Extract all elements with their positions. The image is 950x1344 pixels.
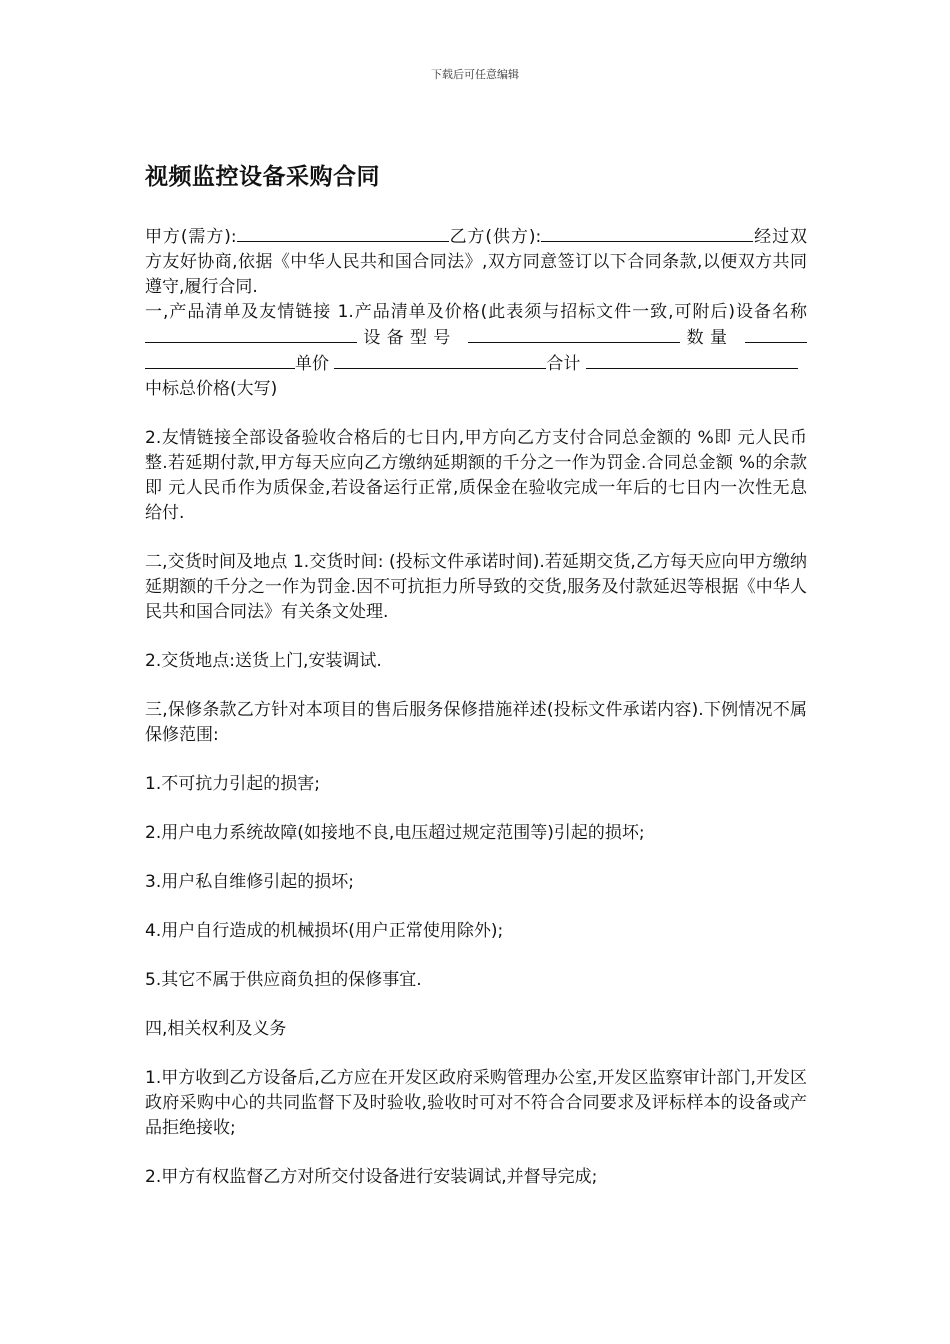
warranty-exclusion-item: 4.用户自行造成的机械损坏(用户正常使用除外);: [145, 921, 504, 941]
warranty-intro-paragraph: 三,保修条款乙方针对本项目的售后服务保修措施祥述(投标文件承诺内容).下例情况不属保修范围:: [145, 700, 807, 745]
rights-item: 2.甲方有权监督乙方对所交付设备进行安装调试,并督导完成;: [145, 1167, 598, 1187]
page-header-note: 下载后可任意编辑: [431, 68, 519, 81]
delivery-time-paragraph: 二,交货时间及地点 1.交货时间: (投标文件承诺时间).若延期交货,乙方每天应向甲方缴纳延期额的千分之一作为罚金.因不可抗拒力所导致的交货,服务及付款延迟等根据《中华人民共和国合同法》有关条文处理.: [145, 552, 807, 622]
model-blank: [468, 325, 680, 343]
section1-intro: 一,产品清单及友情链接 1.产品清单及价格(此表须与招标文件一致,可附后)设备名称: [145, 302, 807, 322]
document-body: [145, 224, 807, 1214]
section1-product-list: [145, 300, 807, 377]
subtotal-label: 合计: [546, 354, 581, 374]
unit-price-label: 单价: [295, 354, 329, 374]
delivery-place-paragraph: 2.交货地点:送货上门,安装调试.: [145, 651, 382, 671]
parties-intro-text: 经过双方友好协商,依据《中华人民共和国合同法》,双方同意签订以下合同条款,以便双方共同遵守,履行合同.: [145, 227, 808, 297]
document-title: 视频监控设备采购合同: [145, 164, 380, 190]
party-b-blank: [541, 224, 753, 242]
subtotal-blank: [586, 351, 798, 369]
equipment-name-blank: [145, 325, 357, 343]
party-a-label: 甲方(需方):: [145, 227, 237, 247]
quantity-blank: [745, 325, 807, 343]
unit-price-blank: [334, 351, 546, 369]
parties-paragraph: [145, 224, 807, 300]
party-b-label: 乙方(供方):: [448, 227, 542, 247]
warranty-exclusion-item: 3.用户私自维修引起的损坏;: [145, 872, 354, 892]
rights-item: 1.甲方收到乙方设备后,乙方应在开发区政府采购管理办公室,开发区监察审计部门,开发区政府采购中心的共同监督下及时验收,验收时可对不符合合同要求及评标样本的设备或产品拒绝接收;: [145, 1068, 807, 1138]
payment-paragraph: 2.友情链接全部设备验收合格后的七日内,甲方向乙方支付合同总金额的 %即 元人民币整.若延期付款,甲方每天应向乙方缴纳延期额的千分之一作为罚金.合同总金额 %的余款即 元人民币作为质保金,若设备运行正常,质保金在验收完成一年后的七日内一次性无息给付.: [145, 428, 807, 523]
quantity-blank-continued: [145, 351, 295, 369]
warranty-exclusion-item: 5.其它不属于供应商负担的保修事宜.: [145, 970, 422, 990]
model-label: 设备型号: [357, 328, 457, 348]
party-a-blank: [237, 224, 449, 242]
rights-obligations-heading: 四,相关权利及义务: [145, 1019, 287, 1039]
grand-total-line: 中标总价格(大写): [145, 379, 278, 399]
warranty-exclusion-item: 1.不可抗力引起的损害;: [145, 774, 320, 794]
warranty-exclusion-item: 2.用户电力系统故障(如接地不良,电压超过规定范围等)引起的损坏;: [145, 823, 645, 843]
quantity-label: 数量: [680, 328, 734, 348]
